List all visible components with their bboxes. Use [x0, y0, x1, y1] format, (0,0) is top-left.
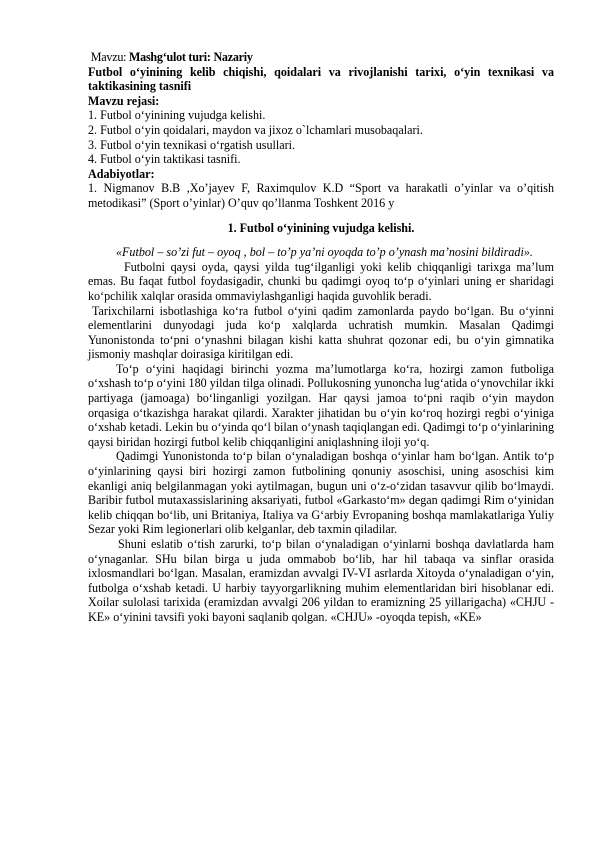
- plan-item: 4. Futbol o‘yin taktikasi tasnifi.: [88, 152, 241, 167]
- plan-item: 1. Futbol o‘yinining vujudga kelishi.: [88, 108, 266, 123]
- topic-value: Mashg‘ulot turi: Nazariy: [129, 50, 253, 64]
- plan-item: 3. Futbol o‘yin texnikasi o‘rgatish usullari.: [88, 137, 296, 152]
- document-title: Futbol o‘yinining kelib chiqishi, qoidalari va rivojlanishi tarixi, o‘yin texnikasi va taktikasining tasnifi: [88, 64, 554, 94]
- body-paragraph: Shuni eslatib o‘tish zarurki, to‘p bilan o‘ynaladigan o‘yinlarni boshqa davlatlarda ham o‘ynaganlar. SHu bilan birga u juda ommabob bo‘lib, har hil tabaqa va sinflar orasida ixlosmandlari bo‘lgan. Masalan, eramizdan avvalgi IV-VI asrlarda Xitoyda o‘ynaladigan o‘yin, futbolga o‘xshab ketadi. U harbiy tayyorgarlikning muhim elementlaridan biri hisoblanar edi. Xoilar sulolasi tarixida (eramizdan avvalgi 206 yildan to eramizning 25 yillarigacha) «CHJU - KE» o‘yinini tavsifi yoki bayoni saqlanib qolgan. «CHJU» -oyoqda tepish, «KE»: [88, 537, 554, 624]
- body-paragraph: Qadimgi Yunonistonda to‘p bilan o‘ynaladigan boshqa o‘yinlar ham bo‘lgan. Antik to‘p o‘yinlarining qaysi biri hozirgi zamon futbolining qonuniy asoschisi, uning asoschisi kim ekanligi aniq belgilanmagan yoki aytilmagan, bugun uni o‘z-o‘zidan tasavvur qilib bo‘lmaydi. Baribir futbol mutaxassislarining aksariyati, futbol «Garkasto‘m» degan qadimgi Rim o‘yinidan kelib chiqqan bo‘lib, uni Britaniya, Italiya va G‘arbiy Evropaning boshqa mamlakatlariga Yuliy Sezar yoki Rim legionerlari olib kelganlar, deb taxmin qiladilar.: [88, 449, 554, 537]
- topic-label: Mavzu: [90, 50, 124, 64]
- literature-heading: Adabiyotlar:: [88, 166, 155, 181]
- body-paragraph: Futbolni qaysi oyda, qaysi yilda tug‘ilganligi yoki kelib chiqqanligi tarixga ma’lum emas. Bu faqat futbol foydasigadir, chunki bu qadimgi oyoq to‘p o‘yinlari uning er sharidagi ko‘pchilik xalqlar orasida ommaviylashganligi haqida guvohlik beradi.: [88, 259, 554, 303]
- body-paragraph: Tarixchilarni isbotlashiga ko‘ra futbol o‘yini qadim zamonlarda paydo bo‘lgan. Bu o‘yinni elementlarini dunyodagi juda ko‘p xalqlarda uchratish mumkin. Masalan Qadimgi Yunonistonda to‘pni o‘ynashni bilagan kishi katta shuhrat qozonar edi, bu o‘yin gimnatika jismoniy mashqlar doirasiga kiritilgan edi.: [88, 303, 554, 362]
- literature-entry: 1. Nigmanov B.B ,Xo’jayev F, Raximqulov K.D “Sport va harakatli o’yinlar va o’qitish metodikasi” (Sport o’yinlar) O’quv qo’llanma Toshkent 2016 y: [88, 181, 554, 210]
- topic-line: Mavzu: Mashg‘ulot turi: Nazariy: [90, 50, 253, 64]
- plan-item: 2. Futbol o‘yin qoidalari, maydon va jixoz o`lchamlari musobaqalari.: [88, 122, 423, 137]
- section-heading: 1. Futbol o‘yinining vujudga kelishi.: [227, 220, 415, 235]
- body-paragraph: To‘p o‘yini haqidagi birinchi yozma ma’lumotlarga ko‘ra, hozirgi zamon futboliga o‘xshash to‘p o‘yini 180 yildan tilga olinadi. Pollukosning yunoncha lug‘atida o‘ynovchilar ikki partiyaga (jamoaga) bo‘linganligi yozilgan. Har qaysi jamoa to‘pni raqib o‘yin maydon orqasiga o‘tkazishga harakat qilardi. Xarakter jihatidan bu o‘yin ko‘roq hozirgi regbi o‘yiniga o‘xshab ketadi. Lekin bu o‘yinda qo‘l bilan o‘ynash taqiqlangan edi. Qadimgi to‘p o‘yinlarining qaysi biridan hozirgi futbol kelib chiqqanligini aniqlashning iloji yo‘q.: [88, 361, 554, 449]
- document-page: [88, 50, 554, 625]
- plan-heading: Mavzu rejasi:: [88, 93, 160, 108]
- definition-quote: «Futbol – so’zi fut – oyoq , bol – to’p ya’ni oyoqda to’p o’ynash ma’nosini bildiradi».: [116, 245, 533, 260]
